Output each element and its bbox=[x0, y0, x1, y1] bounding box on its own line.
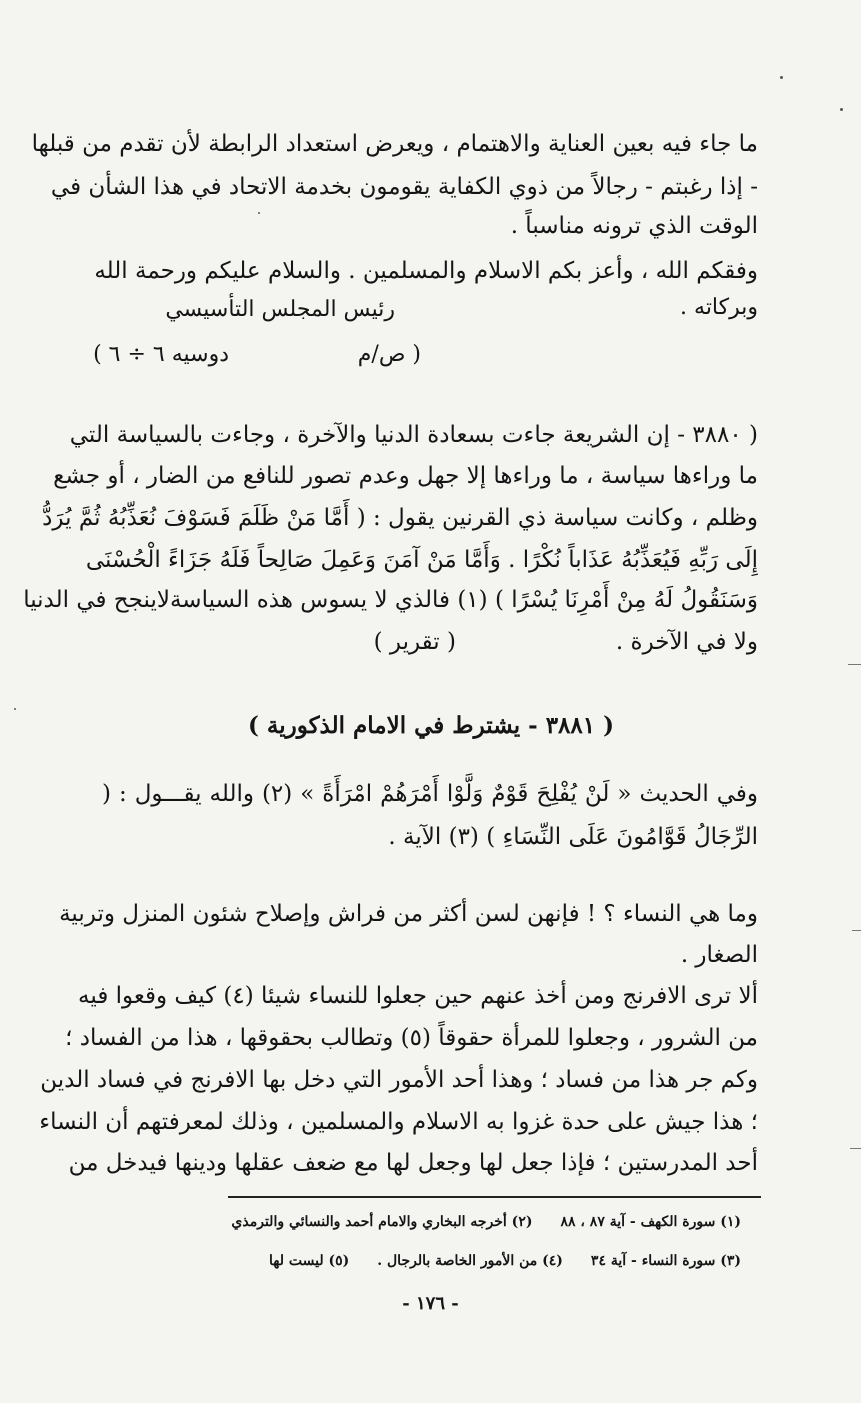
section-3881-line: وفي الحديث « لَنْ يُفْلِحَ قَوْمٌ وَلَّوْا أَمْرَهُمْ امْرَأَةً » (٢) والله يقـــول : ( bbox=[102, 781, 758, 807]
dossier-reference: دوسيه ٦ ÷ ٦ ) bbox=[93, 342, 229, 367]
section-3881-line: الرِّجَالُ قَوَّامُونَ عَلَى النِّسَاءِ ) (٣) الآية . bbox=[388, 824, 758, 850]
footnote-1: (١) سورة الكهف - آية ٨٧ ، ٨٨ bbox=[560, 1214, 741, 1230]
closing-line: وفقكم الله ، وأعز بكم الاسلام والمسلمين . والسلام عليكم ورحمة الله bbox=[94, 258, 758, 284]
paragraph-line: وكم جر هذا من فساد ؛ وهذا أحد الأمور التي دخل بها الافرنج في فساد الدين bbox=[40, 1067, 758, 1093]
footnote-5: (٥) ليست لها bbox=[269, 1253, 350, 1269]
section-3881-heading: ( ٣٨٨١ - يشترط في الامام الذكورية ) bbox=[248, 712, 614, 739]
section-3880-line: إِلَى رَبِّهِ فَيُعَذِّبُهُ عَذَاباً نُكْرًا . وَأَمَّا مَنْ آمَنَ وَعَمِلَ صَالِحاً فَلَهُ جَزَاءً الْحُسْنَى bbox=[85, 547, 758, 573]
scan-mark bbox=[848, 664, 861, 665]
scan-mark bbox=[850, 1148, 861, 1149]
source-tag: ( تقرير ) bbox=[373, 629, 456, 655]
section-3880-line: ولا في الآخرة . bbox=[615, 629, 758, 655]
scan-speck bbox=[258, 212, 260, 214]
scan-mark bbox=[852, 930, 861, 931]
reference-code: ( ص/م bbox=[357, 342, 421, 367]
closing-line: وبركاته . bbox=[680, 295, 758, 320]
footnote-divider bbox=[228, 1196, 761, 1198]
scan-speck bbox=[840, 108, 843, 111]
paragraph-line: ألا ترى الافرنج ومن أخذ عنهم حين جعلوا للنساء شيئا (٤) كيف وقعوا فيه bbox=[78, 983, 758, 1009]
paragraph-line: - إذا رغبتم - رجالاً من ذوي الكفاية يقومون بخدمة الاتحاد في هذا الشأن في bbox=[50, 174, 758, 200]
paragraph-line: الوقت الذي ترونه مناسباً . bbox=[510, 213, 758, 239]
paragraph-line: أحد المدرستين ؛ فإذا جعل لها وجعل لها مع ضعف عقلها ودينها فيدخل من bbox=[68, 1150, 758, 1176]
section-3880-line: وَسَنَقُولُ لَهُ مِنْ أَمْرِنَا يُسْرًا ) (١) فالذي لا يسوس هذه السياسةلاينجح في الدنيا bbox=[23, 587, 758, 613]
signature: رئيس المجلس التأسيسي bbox=[165, 297, 395, 322]
footnote-row bbox=[101, 1250, 741, 1272]
paragraph-line: من الشرور ، وجعلوا للمرأة حقوقاً (٥) وتطالب بحقوقها ، هذا من الفساد ؛ bbox=[65, 1025, 758, 1051]
page-number: - ١٧٦ - bbox=[402, 1293, 459, 1314]
scan-speck bbox=[780, 76, 783, 79]
footnote-2: (٢) أخرجه البخاري والامام أحمد والنسائي والترمذي bbox=[231, 1214, 533, 1230]
section-3880-line: ( ٣٨٨٠ - إن الشريعة جاءت بسعادة الدنيا والآخرة ، وجاءت بالسياسة التي bbox=[69, 422, 758, 448]
paragraph-line: ما جاء فيه بعين العناية والاهتمام ، ويعرض استعداد الرابطة لأن تقدم من قبلها bbox=[31, 131, 758, 157]
section-3880-line: ما وراءها سياسة ، ما وراءها إلا جهل وعدم تصور للنافع من الضار ، أو جشع bbox=[53, 463, 758, 489]
scan-speck bbox=[14, 708, 16, 710]
paragraph-line: الصغار . bbox=[680, 942, 758, 968]
footnote-4: (٤) من الأمور الخاصة بالرجال . bbox=[377, 1253, 563, 1269]
paragraph-line: وما هي النساء ؟ ! فإنهن لسن أكثر من فراش وإصلاح شئون المنزل وتربية bbox=[59, 901, 758, 927]
paragraph-line: ؛ هذا جيش على حدة غزوا به الاسلام والمسلمين ، وذلك لمعرفتهم أن النساء bbox=[39, 1109, 758, 1135]
section-3880-line: وظلم ، وكانت سياسة ذي القرنين يقول : ( أَمَّا مَنْ ظَلَمَ فَسَوْفَ نُعَذِّبُهُ ثُمَّ يُرَدُّ bbox=[42, 505, 758, 531]
footnote-row bbox=[101, 1211, 741, 1233]
footnote-3: (٣) سورة النساء - آية ٣٤ bbox=[590, 1253, 741, 1269]
